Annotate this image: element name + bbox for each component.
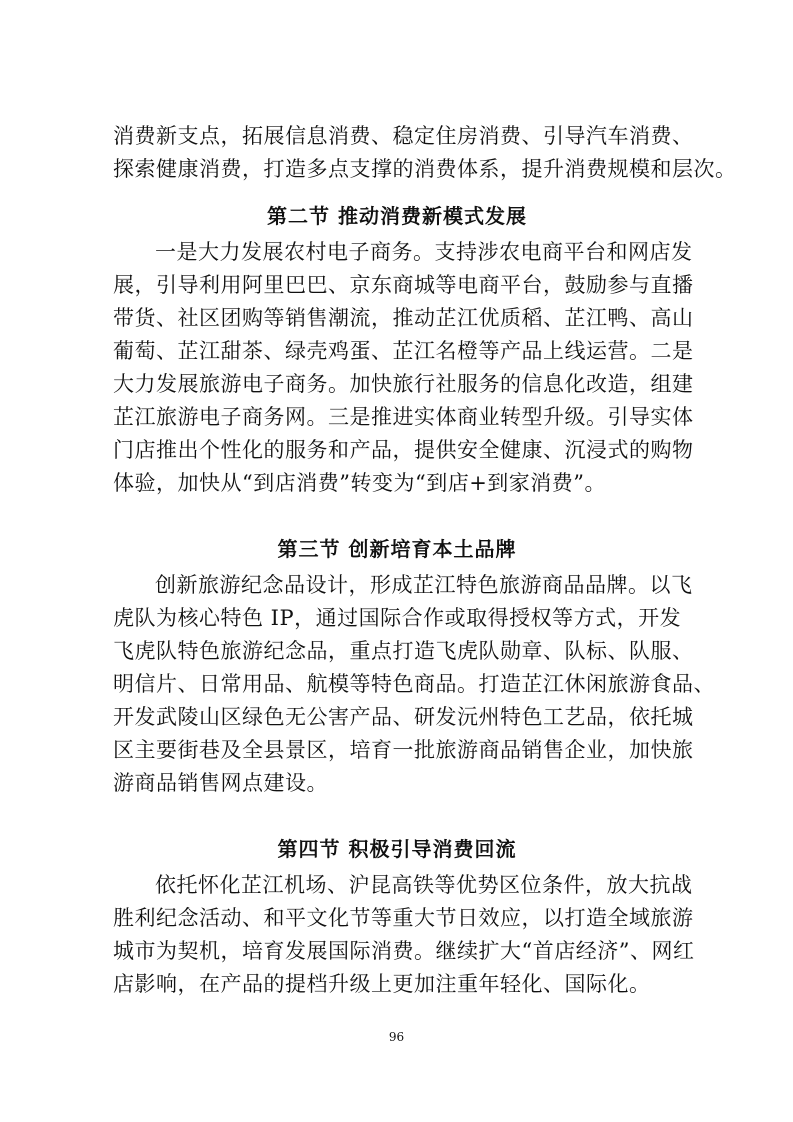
paragraph-line: 创新旅游纪念品设计，形成芷江特色旅游商品品牌。以飞 (155, 573, 693, 597)
page-number: 96 (388, 1030, 405, 1044)
paragraph-line: 依托怀化芷江机场、沪昆高铁等优势区位条件，放大抗战 (155, 873, 693, 897)
section-3-paragraph (113, 569, 715, 800)
paragraph-line: 探索健康消费，打造多点支撑的消费体系，提升消费规模和层次。 (113, 157, 737, 181)
paragraph-line: 明信片、日常用品、航模等特色商品。打造芷江休闲旅游食品、 (113, 672, 715, 696)
section-2-paragraph (113, 236, 694, 500)
section-4 (113, 833, 681, 866)
paragraph-line: 芷江旅游电子商务网。三是推进实体商业转型升级。引导实体 (113, 405, 694, 429)
paragraph-line: 游商品销售网点建设。 (113, 771, 328, 795)
paragraph-line: 展，引导利用阿里巴巴、京东商城等电商平台，鼓励参与直播 (113, 273, 694, 297)
paragraph-line: 虎队为核心特色 IP，通过国际合作或取得授权等方式，开发 (113, 606, 682, 630)
paragraph-line: 区主要街巷及全县景区，培育一批旅游商品销售企业，加快旅 (113, 738, 694, 762)
section-4-heading: 第四节 积极引导消费回流 (277, 837, 517, 861)
paragraph-line: 飞虎队特色旅游纪念品，重点打造飞虎队勋章、队标、队服、 (113, 639, 694, 663)
paragraph-line: 店影响，在产品的提档升级上更加注重年轻化、国际化。 (113, 972, 651, 996)
paragraph-line: 胜利纪念活动、和平文化节等重大节日效应，以打造全域旅游 (113, 906, 694, 930)
section-3 (113, 533, 681, 566)
paragraph-line: 开发武陵山区绿色无公害产品、研发沅州特色工艺品，依托城 (113, 705, 694, 729)
section-2 (113, 200, 681, 233)
paragraph-line: 体验，加快从“到店消费”转变为“到店+到家消费”。 (113, 471, 607, 495)
section-4-paragraph (113, 869, 695, 1001)
continuation-paragraph (113, 120, 737, 186)
paragraph-line: 一是大力发展农村电子商务。支持涉农电商平台和网店发 (155, 240, 693, 264)
paragraph-line: 门店推出个性化的服务和产品，提供安全健康、沉浸式的购物 (113, 438, 694, 462)
section-2-heading: 第二节 推动消费新模式发展 (267, 204, 527, 228)
paragraph-line: 消费新支点，拓展信息消费、稳定住房消费、引导汽车消费、 (113, 124, 694, 148)
paragraph-line: 带货、社区团购等销售潮流，推动芷江优质稻、芷江鸭、高山 (113, 306, 694, 330)
paragraph-line: 大力发展旅游电子商务。加快旅行社服务的信息化改造，组建 (113, 372, 694, 396)
paragraph-line: 城市为契机，培育发展国际消费。继续扩大“首店经济”、网红 (113, 939, 695, 963)
section-3-heading: 第三节 创新培育本土品牌 (277, 537, 517, 561)
paragraph-line: 葡萄、芷江甜茶、绿壳鸡蛋、芷江名橙等产品上线运营。二是 (113, 339, 694, 363)
